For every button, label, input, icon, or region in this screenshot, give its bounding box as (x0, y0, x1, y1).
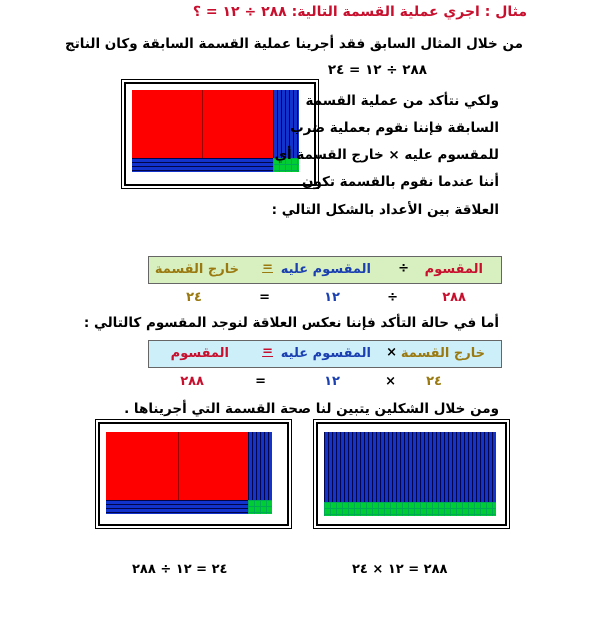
bottom-left-figure (98, 422, 289, 526)
red-block-right (203, 90, 273, 158)
equals-value-sign-2: = (255, 374, 266, 389)
equation-right: ٢٨٨ = ١٢ × ٢٤ (352, 562, 448, 577)
para-line-4: أننا عندما نقوم بالقسمة تكون (302, 174, 499, 190)
divisor-value: ١٢ (324, 290, 340, 305)
equals-value-sign: = (259, 290, 270, 305)
red-block-left (132, 90, 203, 158)
blue-column-strips-2 (248, 432, 272, 500)
division-relation-box (148, 256, 502, 284)
division-values-row (148, 290, 500, 308)
divisor-value-2: ١٢ (324, 374, 340, 389)
intro-equation: ٢٨٨ ÷ ١٢ = ٢٤ (327, 62, 427, 78)
para-line-3: للمقسوم عليه × خارج القسمة أي (274, 147, 499, 163)
dividend-value-2: ٢٨٨ (180, 374, 204, 389)
multiply-value-sign: × (385, 374, 396, 389)
para-line-5: العلاقة بين الأعداد بالشكل التالي : (271, 202, 499, 218)
blue-row-strip-2 (106, 500, 248, 514)
divide-value-sign: ÷ (387, 290, 398, 305)
quotient-value: ٢٤ (186, 290, 202, 305)
example-title: مثال : اجري عملية القسمة التالية: ٢٨٨ ÷ ١٢ = ؟ (192, 4, 527, 20)
blue-row-strip (132, 158, 273, 172)
equals-sign: = (262, 260, 273, 275)
green-unit-squares-2 (248, 500, 272, 514)
divide-sign: ÷ (398, 261, 409, 276)
check-line: أما في حالة التأكد فإننا نعكس العلاقة لنوجد المقسوم كالتالي : (83, 315, 499, 331)
multiply-sign: × (386, 345, 397, 360)
multiplication-values-row (148, 374, 500, 392)
bottom-right-figure (316, 422, 507, 526)
para-line-1: ولكي نتأكد من عملية القسمة (305, 93, 499, 109)
conclusion-line: ومن خلال الشكلين يتبين لنا صحة القسمة التي أجريناها . (124, 401, 499, 417)
intro-line-1: من خلال المثال السابق فقد أجرينا عملية القسمة السابقة وكان الناتج (65, 36, 523, 52)
red-block-right-2 (179, 432, 248, 500)
red-block-left-2 (106, 432, 179, 500)
para-line-2: السابقة فإننا نقوم بعملية ضرب (290, 120, 499, 136)
dividend-label-2: المقسوم (170, 346, 229, 361)
equals-sign-2: = (262, 344, 273, 359)
blue-strips-grid (324, 432, 496, 502)
divisor-label: المقسوم عليه (280, 262, 371, 277)
top-area-figure (124, 82, 316, 186)
green-unit-row (324, 502, 496, 516)
equation-left: ٢٤ = ١٢ ÷ ٢٨٨ (132, 562, 228, 577)
dividend-label: المقسوم (424, 262, 483, 277)
divisor-label-2: المقسوم عليه (280, 346, 371, 361)
quotient-label-2: خارج القسمة (400, 346, 485, 361)
quotient-label: خارج القسمة (154, 262, 239, 277)
dividend-value: ٢٨٨ (442, 290, 466, 305)
multiplication-relation-box (148, 340, 502, 368)
quotient-value-2: ٢٤ (426, 374, 442, 389)
